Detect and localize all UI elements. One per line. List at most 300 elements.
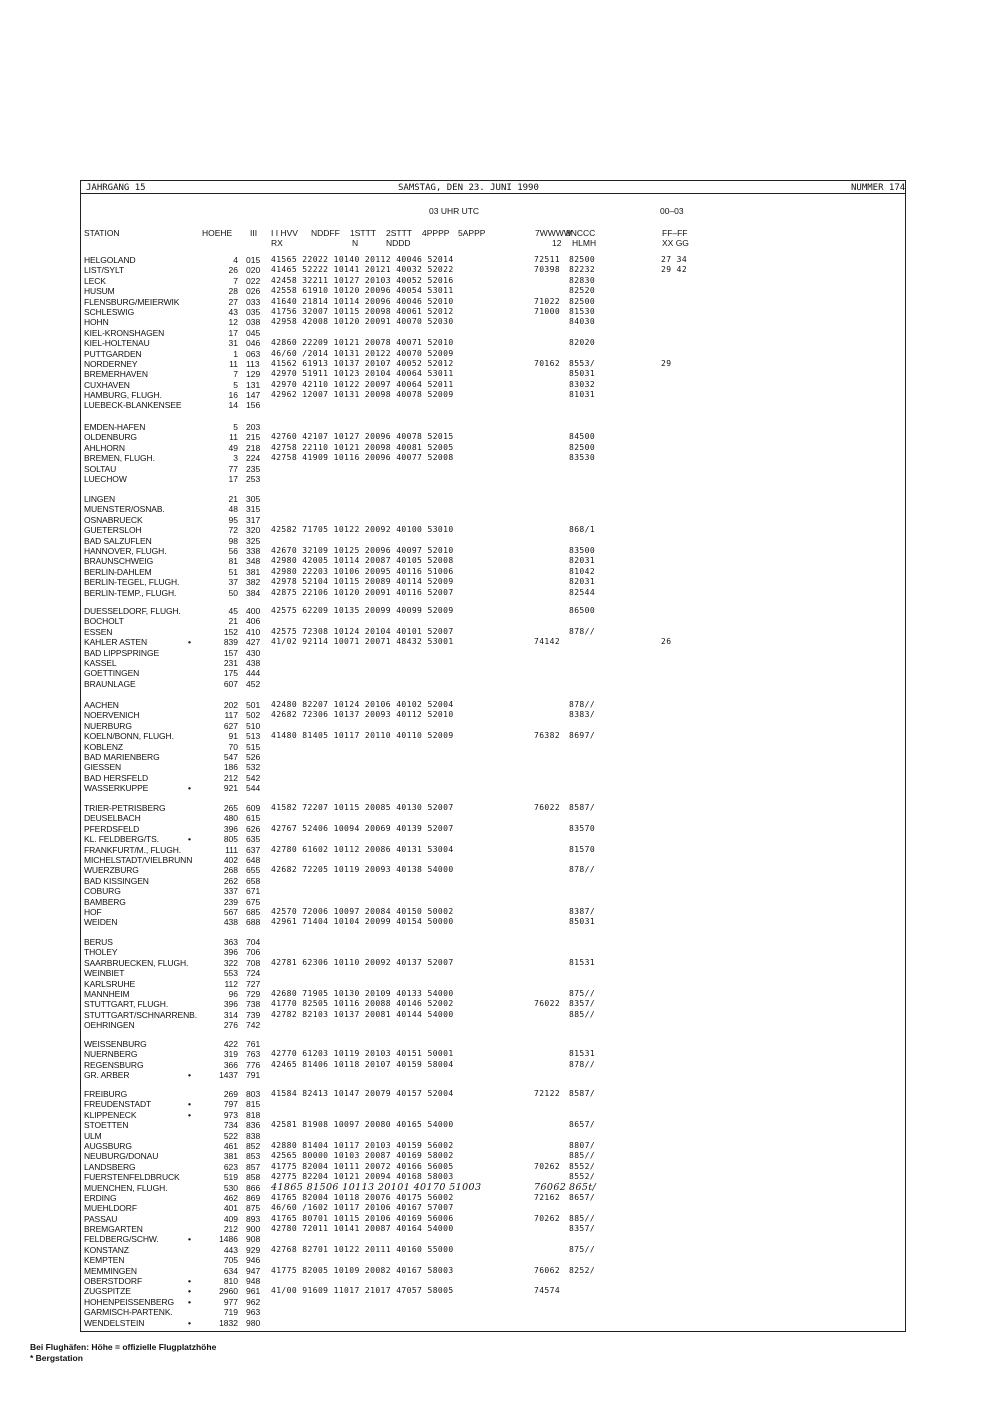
station-id: 857 (246, 1161, 261, 1172)
group-8nccc: 885// (569, 1213, 596, 1223)
station-id: 836 (246, 1120, 261, 1131)
station-id: 675 (246, 896, 261, 907)
station-id: 400 (246, 606, 261, 616)
group-8nccc: 82500 (569, 296, 596, 306)
group-8nccc: 82020 (569, 338, 596, 348)
col-5appp: 5APPP (458, 228, 486, 238)
station-id: 438 (246, 657, 261, 668)
station-marker: • (188, 1070, 191, 1081)
station-id: 235 (246, 463, 261, 474)
station-id: 147 (246, 390, 261, 401)
station-id: 020 (246, 265, 261, 276)
station-name: HAMBURG, FLUGH. (84, 390, 162, 401)
group-8nccc: 8587/ (569, 803, 596, 812)
group-7wwww: 74142 (534, 637, 561, 647)
station-name: KEMPTEN (84, 1255, 125, 1266)
station-name: BERLIN-TEGEL, FLUGH. (84, 577, 180, 588)
station-name: KIEL-KRONSHAGEN (84, 327, 165, 338)
group-7wwww: 72162 (534, 1192, 561, 1202)
station-name: HOHN (84, 317, 109, 328)
station-id: 706 (246, 947, 261, 958)
station-id: 532 (246, 762, 261, 773)
station-id: 063 (246, 348, 261, 359)
station-id: 963 (246, 1307, 261, 1318)
col-iii: III (250, 228, 258, 238)
station-height: 797 (223, 1099, 238, 1110)
station-height: 27 (228, 296, 238, 307)
station-height: 607 (223, 678, 238, 689)
station-id: 893 (246, 1213, 261, 1224)
station-id: 776 (246, 1059, 261, 1070)
station-name: BAD KISSINGEN (84, 875, 149, 886)
station-marker: • (188, 637, 191, 648)
station-height: 17 (228, 473, 238, 484)
station-height: 48 (228, 504, 238, 515)
group-7wwww: 70398 (534, 265, 561, 275)
station-id: 215 (246, 432, 261, 443)
group-8nccc: 865t/ (569, 1181, 597, 1193)
station-name: SAARBRUECKEN, FLUGH. (84, 957, 189, 968)
station-height: 152 (223, 626, 238, 637)
synop-groups: 42570 72006 10097 20084 40150 50002 (271, 906, 454, 916)
col-7wwww: 7WWWW (535, 228, 572, 238)
group-8nccc: 81530 (569, 306, 596, 316)
group-8nccc: 81531 (569, 957, 596, 967)
station-height: 12 (228, 317, 238, 328)
station-height: 921 (223, 783, 238, 794)
station-name: ESSEN (84, 626, 113, 637)
station-height: 157 (223, 647, 238, 658)
synop-groups: 42970 51911 10123 20104 40064 53011 (271, 369, 454, 379)
synop-groups: 42780 72011 10141 20087 40164 54000 (271, 1224, 454, 1234)
group-ffff: 27 34 (661, 255, 688, 264)
station-id: 348 (246, 556, 261, 567)
station-name: KIEL-HOLTENAU (84, 338, 150, 349)
station-name: COBURG (84, 886, 121, 897)
group-8nccc: 8357/ (569, 1224, 596, 1234)
synop-groups: 41584 82413 10147 20079 40157 52004 (271, 1089, 454, 1098)
station-height: 396 (223, 947, 238, 958)
col-1sttt: 1STTT (350, 228, 376, 238)
station-height: 262 (223, 875, 238, 886)
station-name: SCHLESWIG (84, 306, 135, 317)
station-name: PASSAU (84, 1213, 118, 1224)
station-id: 962 (246, 1296, 261, 1307)
station-name: KL. FELDBERG/TS. (84, 834, 159, 845)
group-8nccc: 878// (569, 1059, 596, 1069)
station-height: 81 (228, 556, 238, 567)
col-n: N (352, 238, 359, 248)
station-id: 948 (246, 1276, 261, 1287)
station-id: 320 (246, 525, 261, 536)
group-8nccc: 85031 (569, 369, 596, 379)
synop-groups: 42860 22209 10121 20078 40071 52010 (271, 338, 454, 348)
station-name: NEUBURG/DONAU (84, 1151, 159, 1162)
station-height: 269 (223, 1089, 238, 1099)
station-id: 253 (246, 473, 261, 484)
station-id: 818 (246, 1109, 261, 1120)
station-name: BOCHOLT (84, 616, 124, 627)
group-7wwww: 76062 (534, 1265, 561, 1275)
synop-groups: 42758 22110 10121 20098 40081 52005 (271, 442, 454, 452)
synop-groups: 46/60 /2014 10131 20122 40070 52009 (271, 348, 454, 358)
station-id: 045 (246, 327, 261, 338)
station-name: TRIER-PETRISBERG (84, 803, 166, 813)
station-height: 337 (223, 886, 238, 897)
group-8nccc: 85031 (569, 917, 596, 927)
station-id: 852 (246, 1140, 261, 1151)
group-8nccc: 8697/ (569, 731, 596, 741)
station-name: STOETTEN (84, 1120, 129, 1131)
station-height: 322 (223, 957, 238, 968)
station-marker: • (188, 783, 191, 794)
synop-groups: 42680 71905 10130 20109 40133 54000 (271, 988, 454, 998)
station-height: 51 (228, 566, 238, 577)
station-name: KAHLER ASTEN (84, 637, 148, 648)
station-id: 739 (246, 1009, 261, 1020)
station-height: 21 (228, 616, 238, 627)
station-id: 038 (246, 317, 261, 328)
station-id: 156 (246, 400, 261, 411)
col-station: STATION (84, 228, 120, 238)
station-height: 530 (223, 1182, 238, 1193)
synop-groups: 42961 71404 10104 20099 40154 50000 (271, 917, 454, 927)
group-8nccc: 868/1 (569, 525, 596, 535)
station-name: MANNHEIM (84, 988, 130, 999)
station-id: 858 (246, 1172, 261, 1183)
station-height: 50 (228, 587, 238, 598)
station-height: 3 (233, 453, 238, 464)
station-height: 212 (223, 772, 238, 783)
station-height: 422 (223, 1039, 238, 1049)
station-name: STUTTGART/SCHNARRENB. (84, 1009, 197, 1020)
station-id: 946 (246, 1255, 261, 1266)
station-height: 810 (223, 1276, 238, 1287)
footnote-airport: Bei Flughäfen: Höhe = offizielle Flugplatzhöhe (30, 1342, 217, 1352)
station-name: WENDELSTEIN (84, 1317, 145, 1328)
station-height: 1486 (219, 1234, 238, 1245)
synop-groups: 41480 81405 10117 20110 40110 52009 (271, 731, 454, 741)
station-id: 444 (246, 668, 261, 679)
station-id: 763 (246, 1049, 261, 1060)
col-4pppp: 4PPPP (422, 228, 450, 238)
station-id: 384 (246, 587, 261, 598)
station-height: 409 (223, 1213, 238, 1224)
group-8nccc: 82544 (569, 587, 596, 597)
station-height: 45 (228, 606, 238, 616)
station-id: 742 (246, 1020, 261, 1031)
synop-groups: 42581 81908 10097 20080 40165 54000 (271, 1120, 454, 1130)
station-name: BRAUNLAGE (84, 678, 136, 689)
station-id: 853 (246, 1151, 261, 1162)
station-name: FELDBERG/SCHW. (84, 1234, 159, 1245)
station-name: GARMISCH-PARTENK. (84, 1307, 173, 1318)
station-id: 637 (246, 844, 261, 855)
station-name: CUXHAVEN (84, 379, 130, 390)
station-id: 406 (246, 616, 261, 627)
station-height: 112 (224, 978, 238, 989)
station-name: LIST/SYLT (84, 265, 125, 276)
station-name: OBERSTDORF (84, 1276, 143, 1287)
group-8nccc: 81031 (569, 390, 596, 400)
station-id: 338 (246, 545, 261, 556)
synop-groups: 42958 42008 10120 20091 40070 52030 (271, 317, 454, 327)
station-height: 519 (223, 1172, 238, 1183)
group-7wwww: 76022 (534, 999, 561, 1009)
synop-groups: 42465 81406 10118 20107 40159 58004 (271, 1059, 454, 1069)
station-id: 727 (246, 978, 261, 989)
station-id: 908 (246, 1234, 261, 1245)
synop-groups: 41770 82505 10116 20088 40146 52002 (271, 999, 454, 1009)
station-name: WEIDEN (84, 917, 118, 928)
station-name: PFERDSFELD (84, 823, 140, 834)
station-id: 685 (246, 906, 261, 917)
station-id: 315 (246, 504, 261, 515)
time-caption: 03 UHR UTC (429, 206, 480, 216)
group-8nccc: 83032 (569, 379, 596, 389)
station-height: 37 (228, 577, 238, 588)
synop-groups: 42980 42005 10114 20087 40105 52008 (271, 556, 454, 566)
synop-groups: 41/00 91609 11017 21017 47057 58005 (271, 1286, 454, 1296)
station-marker: • (188, 1099, 191, 1110)
station-height: 231 (223, 657, 238, 668)
station-height: 7 (233, 275, 238, 286)
synop-groups: 42758 41909 10116 20096 40077 52008 (271, 453, 454, 463)
station-id: 542 (246, 772, 261, 783)
station-id: 526 (246, 751, 261, 762)
station-name: OEHRINGEN (84, 1020, 135, 1031)
station-height: 977 (223, 1296, 238, 1307)
station-height: 461 (223, 1140, 238, 1151)
station-height: 839 (223, 637, 238, 648)
synop-groups: 42670 32109 10125 20096 40097 52010 (271, 545, 454, 555)
station-name: BERUS (84, 937, 113, 947)
synop-groups: 41775 82005 10109 20082 40167 58003 (271, 1265, 454, 1275)
group-8nccc: 875// (569, 1244, 596, 1254)
station-name: BREMERHAVEN (84, 369, 148, 380)
station-height: 553 (223, 968, 238, 979)
station-name: MEMMINGEN (84, 1265, 137, 1276)
station-name: KOELN/BONN, FLUGH. (84, 731, 174, 742)
station-name: THOLEY (84, 947, 118, 958)
station-id: 035 (246, 306, 261, 317)
station-height: 402 (223, 854, 238, 865)
group-8nccc: 8383/ (569, 710, 596, 720)
station-height: 973 (223, 1109, 238, 1120)
station-height: 56 (228, 545, 238, 556)
station-name: OLDENBURG (84, 432, 137, 443)
station-name: KARLSRUHE (84, 978, 136, 989)
group-8nccc: 86500 (569, 606, 596, 615)
station-height: 363 (223, 937, 238, 947)
group-8nccc: 84500 (569, 432, 596, 442)
station-height: 438 (223, 917, 238, 928)
station-name: FRANKFURT/M., FLUGH. (84, 844, 182, 855)
station-height: 319 (223, 1049, 238, 1060)
station-name: GIESSEN (84, 762, 122, 773)
station-id: 022 (246, 275, 261, 286)
station-name: PUTTGARDEN (84, 348, 142, 359)
station-height: 21 (228, 494, 238, 504)
station-height: 212 (223, 1224, 238, 1235)
station-id: 026 (246, 286, 261, 297)
footnote-mountain: * Bergstation (30, 1353, 83, 1363)
station-id: 626 (246, 823, 261, 834)
station-height: 4 (233, 255, 238, 265)
group-7wwww: 72122 (534, 1089, 561, 1098)
station-id: 015 (246, 255, 261, 265)
synop-groups: 42875 22106 10120 20091 40116 52007 (271, 587, 454, 597)
station-id: 738 (246, 999, 261, 1010)
col-ihvv: I I HVV (271, 228, 298, 238)
station-height: 7 (233, 369, 238, 380)
synop-groups: 42781 62306 10110 20092 40137 52007 (271, 957, 454, 967)
station-id: 410 (246, 626, 261, 637)
station-name: KASSEL (84, 657, 117, 668)
station-height: 98 (228, 535, 238, 546)
synop-groups: 42565 80000 10103 20087 40169 58002 (271, 1151, 454, 1161)
synop-groups: 41865 81506 10113 20101 40170 51003 (271, 1181, 482, 1193)
station-height: 1832 (219, 1317, 238, 1328)
station-id: 648 (246, 854, 261, 865)
station-height: 186 (223, 762, 238, 773)
group-8nccc: 8553/ (569, 358, 596, 368)
col-nddff: NDDFF (311, 228, 340, 238)
station-id: 961 (246, 1286, 261, 1297)
station-name: DEUSELBACH (84, 813, 141, 824)
station-id: 513 (246, 731, 261, 742)
synop-groups: 42962 12007 10131 20098 40078 52009 (271, 390, 454, 400)
station-height: 623 (223, 1161, 238, 1172)
synop-groups: 42760 42107 10127 20096 40078 52015 (271, 432, 454, 442)
station-id: 635 (246, 834, 261, 845)
station-height: 117 (224, 710, 238, 721)
station-id: 724 (246, 968, 261, 979)
station-id: 658 (246, 875, 261, 886)
station-height: 5 (233, 422, 238, 432)
group-8nccc: 82830 (569, 275, 596, 285)
station-id: 515 (246, 741, 261, 752)
station-name: FLENSBURG/MEIERWIK (84, 296, 180, 307)
station-id: 980 (246, 1317, 261, 1328)
synop-groups: 41775 82004 10111 20072 40166 56005 (271, 1161, 454, 1171)
station-height: 70 (228, 741, 238, 752)
station-height: 547 (223, 751, 238, 762)
station-height: 72 (228, 525, 238, 536)
station-name: BAMBERG (84, 896, 126, 907)
group-8nccc: 83500 (569, 545, 596, 555)
header-rule (80, 193, 906, 194)
station-marker: • (188, 1109, 191, 1120)
station-name: HOF (84, 906, 102, 917)
group-7wwww: 70262 (534, 1213, 561, 1223)
group-8nccc: 82232 (569, 265, 596, 275)
synop-groups: 42880 81404 10117 20103 40159 56002 (271, 1140, 454, 1150)
group-8nccc: 82031 (569, 556, 596, 566)
station-height: 634 (223, 1265, 238, 1276)
station-id: 900 (246, 1224, 261, 1235)
group-8nccc: 8552/ (569, 1172, 596, 1182)
group-8nccc: 885// (569, 1009, 596, 1019)
station-name: BERLIN-DAHLEM (84, 566, 152, 577)
synop-groups: 42978 52104 10115 20089 40114 52009 (271, 577, 454, 587)
date-label: SAMSTAG, DEN 23. JUNI 1990 (398, 183, 539, 193)
station-marker: • (188, 834, 191, 845)
station-height: 28 (228, 286, 238, 297)
station-height: 396 (223, 823, 238, 834)
station-height: 5 (233, 379, 238, 390)
station-marker: • (188, 1296, 191, 1307)
station-id: 430 (246, 647, 261, 658)
synop-groups: 42558 61910 10120 20096 40054 53011 (271, 286, 454, 296)
group-8nccc: 875// (569, 988, 596, 998)
station-name: BRAUNSCHWEIG (84, 556, 154, 567)
group-ffff: 29 42 (661, 265, 688, 275)
station-marker: • (188, 1276, 191, 1287)
group-7wwww: 74574 (534, 1286, 561, 1296)
station-height: 2960 (219, 1286, 238, 1297)
station-name: HANNOVER, FLUGH. (84, 545, 167, 556)
station-id: 131 (246, 379, 261, 390)
station-name: BREMEN, FLUGH. (84, 453, 155, 464)
station-height: 96 (228, 988, 238, 999)
station-name: HELGOLAND (84, 255, 136, 265)
station-id: 033 (246, 296, 261, 307)
station-name: BAD SALZUFLEN (84, 535, 152, 546)
group-ffff: 29 (661, 358, 672, 368)
station-id: 615 (246, 813, 261, 824)
synop-groups: 42970 42110 10122 20097 40064 52011 (271, 379, 454, 389)
group-7wwww: 76062 (534, 1181, 567, 1193)
station-id: 947 (246, 1265, 261, 1276)
station-height: 705 (223, 1255, 238, 1266)
station-name: NOERVENICH (84, 710, 140, 721)
station-id: 305 (246, 494, 261, 504)
station-height: 111 (225, 844, 238, 855)
station-id: 224 (246, 453, 261, 464)
station-name: AACHEN (84, 700, 119, 710)
station-height: 91 (228, 731, 238, 742)
station-height: 265 (223, 803, 238, 813)
col-height: HOEHE (202, 228, 233, 238)
station-name: KLIPPENECK (84, 1109, 137, 1120)
station-id: 803 (246, 1089, 261, 1099)
group-8nccc: 82031 (569, 577, 596, 587)
station-id: 838 (246, 1130, 261, 1141)
station-name: WEINBIET (84, 968, 125, 979)
station-id: 510 (246, 720, 261, 731)
station-height: 381 (223, 1151, 238, 1162)
station-marker: • (188, 1317, 191, 1328)
station-height: 14 (228, 400, 238, 411)
synop-groups: 42768 82701 10122 20111 40160 55000 (271, 1244, 454, 1254)
group-8nccc: 8807/ (569, 1140, 596, 1150)
synop-groups: 41765 80701 10115 20106 40169 56006 (271, 1213, 454, 1223)
group-8nccc: 8657/ (569, 1120, 596, 1130)
station-name: AUGSBURG (84, 1140, 132, 1151)
station-height: 11 (229, 432, 238, 443)
group-8nccc: 8387/ (569, 906, 596, 916)
station-id: 875 (246, 1203, 261, 1214)
station-name: WUERZBURG (84, 865, 139, 876)
station-height: 95 (228, 514, 238, 525)
station-id: 218 (246, 442, 261, 453)
station-name: GUETERSLOH (84, 525, 142, 536)
station-name: NUERNBERG (84, 1049, 138, 1060)
group-8nccc: 878// (569, 626, 596, 636)
station-id: 046 (246, 338, 261, 349)
station-id: 129 (246, 369, 261, 380)
